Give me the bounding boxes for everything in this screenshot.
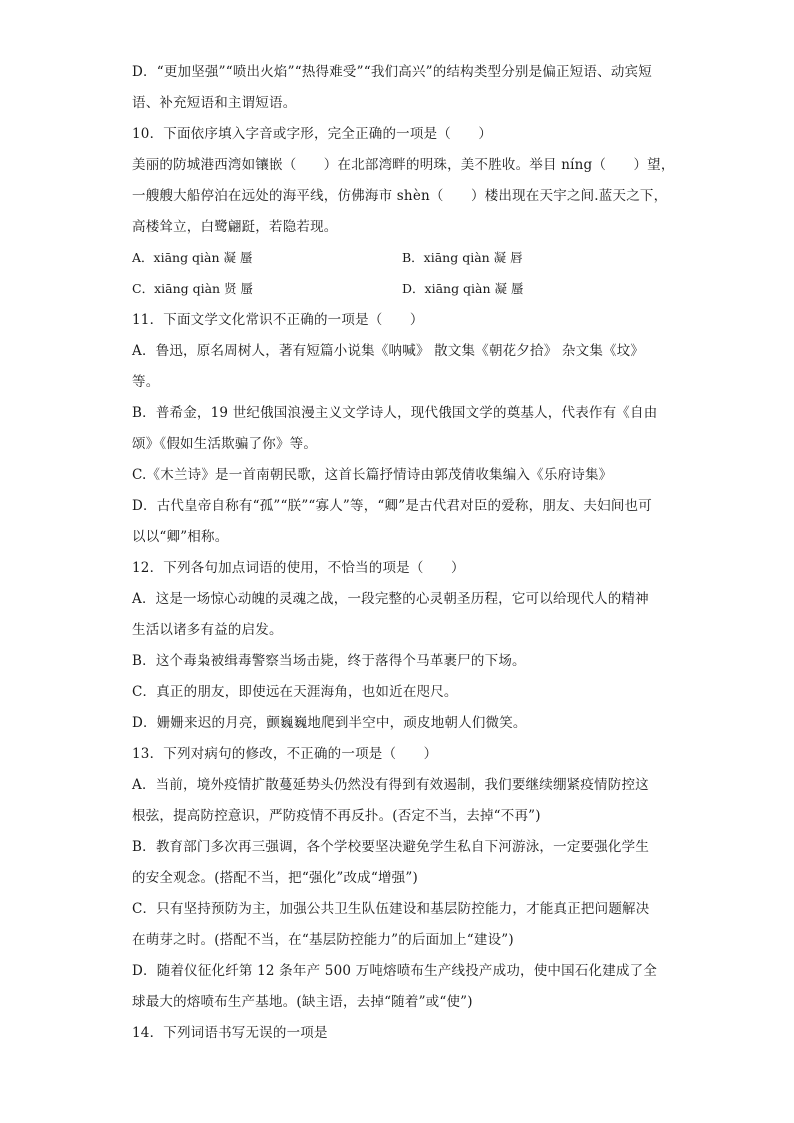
q11-option-d-line-2: 以以“卿”相称。 <box>132 529 229 545</box>
q13-option-a-line-1: A．当前，境外疫情扩散蔓延势头仍然没有得到有效遏制，我们要继续绷紧疫情防控这 <box>132 777 649 793</box>
q10-passage-line-2: 一艘艘大船停泊在远处的海平线，仿佛海市 shèn（ ）楼出现在天宇之间.蓝天之下， <box>132 188 668 204</box>
q10-option-c: C．xiāng qiàn 贤 蜃 <box>132 281 254 296</box>
q10-option-d: D．xiāng qiàn 凝 蜃 <box>402 281 524 296</box>
q13-option-d-line-1: D．随着仪征化纤第 12 条年产 500 万吨熔喷布生产线投产成功，使中国石化建成了全 <box>132 963 658 979</box>
q11-option-d-line-1: D．古代皇帝自称有“孤”“朕”“寡人”等，“卿”是古代君对臣的爱称，朋友、夫妇间也可 <box>132 498 652 514</box>
q9-option-d-line-1: D．“更加坚强”“喷出火焰”“热得难受”“我们高兴”的结构类型分别是偏正短语、动宾短 <box>132 64 652 80</box>
q11-option-b-line-1: B．普希金，19 世纪俄国浪漫主义文学诗人，现代俄国文学的奠基人，代表作有《自由 <box>132 405 658 421</box>
q12-option-b: B．这个毒枭被缉毒警察当场击毙，终于落得个马革裹尸的下场。 <box>132 653 526 669</box>
q12-option-a-line-2: 生活以诸多有益的启发。 <box>132 622 283 638</box>
q10-passage-line-3: 高楼耸立，白鹭翩跹，若隐若现。 <box>132 219 338 235</box>
q13-option-d-line-2: 球最大的熔喷布生产基地。(缺主语，去掉“随着”或“使”) <box>132 994 473 1010</box>
q13-option-b-line-2: 的安全观念。(搭配不当，把“强化”改成“增强”) <box>132 870 418 886</box>
q10-option-b: B．xiāng qiàn 凝 唇 <box>402 250 523 265</box>
q13-question: 13．下列对病句的修改，不正确的一项是（ ） <box>132 746 438 762</box>
q12-question: 12．下列各句加点词语的使用，不恰当的项是（ ） <box>132 560 465 576</box>
q10-option-a: A．xiāng qiàn 凝 蜃 <box>132 250 253 265</box>
q13-option-a-line-2: 根弦，提高防控意识，严防疫情不再反扑。(否定不当，去掉“不再”) <box>132 808 541 824</box>
q11-option-b-line-2: 颂》《假如生活欺骗了你》等。 <box>132 436 318 452</box>
q14-question: 14．下列词语书写无误的一项是 <box>132 1025 328 1041</box>
q11-option-a-line-1: A．鲁迅，原名周树人，著有短篇小说集《呐喊》 散文集《朝花夕拾》 杂文集《坟》 <box>132 343 645 359</box>
q12-option-d: D．姗姗来迟的月亮，颤巍巍地爬到半空中，顽皮地朝人们微笑。 <box>132 715 527 731</box>
q11-question: 11．下面文学文化常识不正确的一项是（ ） <box>132 312 424 328</box>
q13-option-b-line-1: B．教育部门多次再三强调，各个学校要坚决避免学生私自下河游泳，一定要强化学生 <box>132 839 650 855</box>
q10-options-row-2 <box>132 279 672 299</box>
q10-passage-line-1: 美丽的防城港西湾如镶嵌（ ）在北部湾畔的明珠，美不胜收。举目 níng（ ）望， <box>132 157 675 173</box>
q9-option-d-line-2: 语、补充短语和主谓短语。 <box>132 95 297 111</box>
q11-option-c: C.《木兰诗》是一首南朝民歌，这首长篇抒情诗由郭茂倩收集编入《乐府诗集》 <box>132 467 613 483</box>
q12-option-c: C．真正的朋友，即使远在天涯海角，也如近在咫尺。 <box>132 684 458 700</box>
q12-option-a-line-1: A．这是一场惊心动魄的灵魂之战，一段完整的心灵朝圣历程，它可以给现代人的精神 <box>132 591 649 607</box>
q13-option-c-line-2: 在萌芽之时。(搭配不当，在“基层防控能力”的后面加上“建设”) <box>132 932 514 948</box>
q10-question: 10．下面依序填入字音或字形，完全正确的一项是（ ） <box>132 126 493 142</box>
q10-options-row-1 <box>132 248 672 268</box>
q11-option-a-line-2: 等。 <box>132 374 160 390</box>
q13-option-c-line-1: C．只有坚持预防为主，加强公共卫生队伍建设和基层防控能力，才能真正把问题解决 <box>132 901 650 917</box>
document-page <box>132 62 675 1043</box>
